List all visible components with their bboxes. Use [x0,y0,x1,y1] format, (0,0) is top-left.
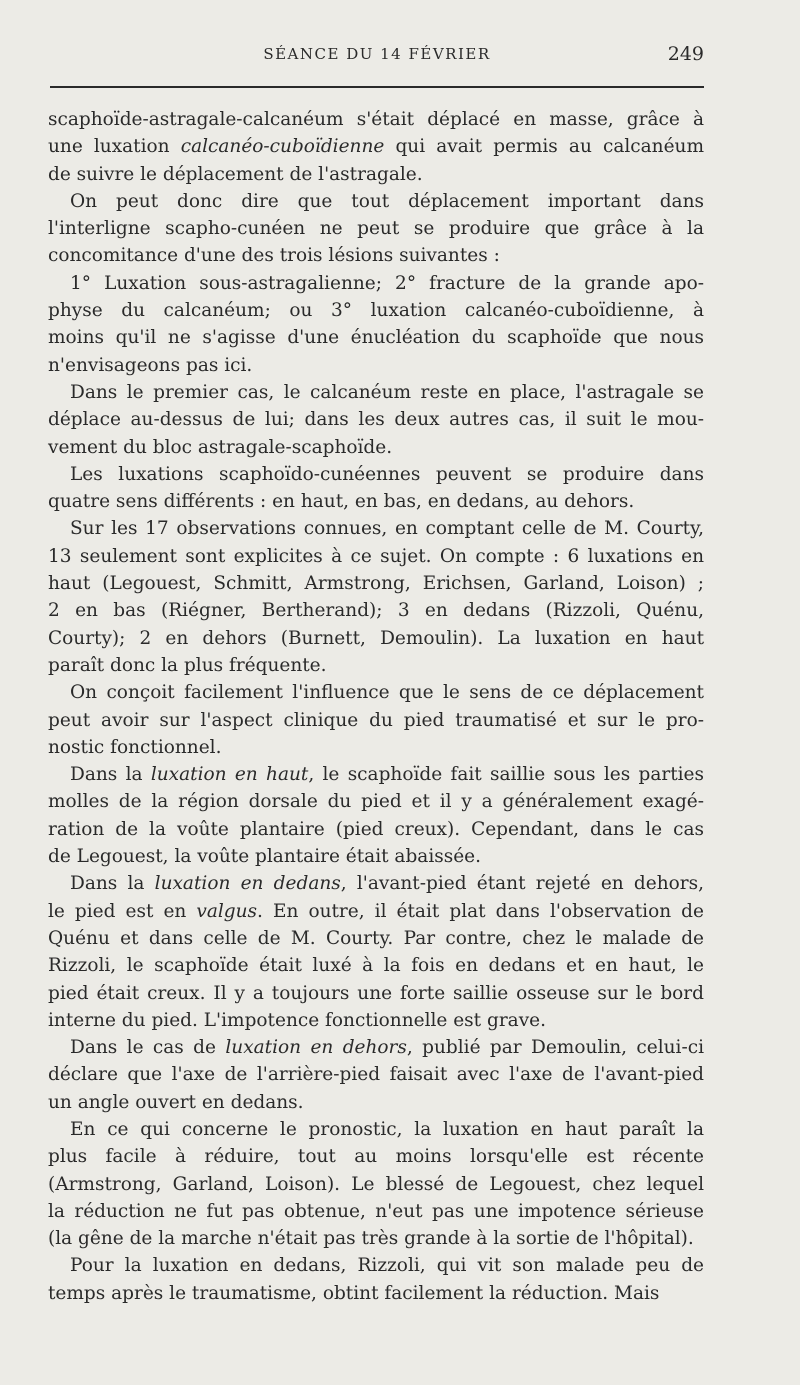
text-line: de suivre le déplacement de l'astragale. [48,163,423,185]
header-rule [50,86,704,88]
text-line: déclare que l'axe de l'arrière-pied faisait avec l'axe de l'avant-pied [48,1064,704,1086]
text-span: une luxation [48,136,181,158]
text-line: 13 seulement sont explicites à ce sujet. On compte : 6 luxations en [48,545,704,567]
text-line [48,870,704,897]
italic-span: luxation en haut [150,764,309,786]
text-line: n'envisageons pas ici. [48,354,253,376]
text-line: Sur les 17 observations connues, en comptant celle de M. Courty, [70,518,704,540]
text-span: Dans la [70,764,151,786]
text-line: l'interligne scapho-cunéen ne peut se produire que grâce à la [48,218,704,240]
text-line [48,898,704,925]
text-span: Dans la [70,873,155,895]
text-line: déplace au-dessus de lui; dans les deux autres cas, il suit le mou- [48,409,704,431]
text-line: moins qu'il ne s'agisse d'une énucléation du scaphoïde que nous [48,327,704,349]
text-line: (Armstrong, Garland, Loison). Le blessé de Legouest, chez lequel [48,1173,704,1195]
running-title: SÉANCE DU 14 FÉVRIER [263,45,491,63]
text-line: Rizzoli, le scaphoïde était luxé à la fois en dedans et en haut, le [48,955,704,977]
italic-span: valgus [196,900,258,922]
text-line: plus facile à réduire, tout au moins lorsqu'elle est récente [48,1146,704,1168]
text-line [48,1034,704,1061]
text-line: Quénu et dans celle de M. Courty. Par contre, chez le malade de [48,927,704,949]
text-line: On conçoit facilement l'influence que le sens de ce déplacement [70,682,704,704]
text-line: On peut donc dire que tout déplacement important dans [70,190,704,212]
italic-span: luxation en dedans [154,873,341,895]
text-line: Dans le premier cas, le calcanéum reste en place, l'astragale se [70,381,704,403]
text-line: quatre sens différents : en haut, en bas, en dedans, au dehors. [48,491,635,513]
running-header [50,45,704,69]
text-line: Les luxations scaphoïdo-cunéennes peuvent se produire dans [70,463,704,485]
page-number: 249 [667,43,704,65]
text-line: Pour la luxation en dedans, Rizzoli, qui vit son malade peu de [70,1255,704,1277]
text-line: nostic fonctionnel. [48,736,222,758]
text-line: de Legouest, la voûte plantaire était abaissée. [48,846,482,868]
text-line: (la gêne de la marche n'était pas très grande à la sortie de l'hôpital). [48,1228,694,1250]
text-line: pied était creux. Il y a toujours une forte saillie osseuse sur le bord [48,982,704,1004]
italic-span: calcanéo-cuboïdienne [180,136,385,158]
text-line: En ce qui concerne le pronostic, la luxation en haut paraît la [70,1118,704,1140]
text-span: , le scaphoïde fait saillie sous les parties [308,764,705,786]
text-line: 1° Luxation sous-astragalienne; 2° fracture de la grande apo- [70,272,704,294]
text-line: temps après le traumatisme, obtint facilement la réduction. Mais [48,1282,660,1304]
text-span: , publié par Demoulin, celui-ci [406,1037,704,1059]
text-line: la réduction ne fut pas obtenue, n'eut pas une impotence sérieuse [48,1200,704,1222]
text-span: Dans le cas de [70,1037,226,1059]
text-line: interne du pied. L'impotence fonctionnelle est grave. [48,1009,546,1031]
text-line: concomitance d'une des trois lésions suivantes : [48,245,500,267]
text-line: vement du bloc astragale-scaphoïde. [48,436,393,458]
text-line [48,761,704,788]
text-line: ration de la voûte plantaire (pied creux). Cependant, dans le cas [48,818,704,840]
text-line: 2 en bas (Riégner, Bertherand); 3 en dedans (Rizzoli, Quénu, [48,600,704,622]
body-text [48,106,704,1307]
text-line: physe du calcanéum; ou 3° luxation calcanéo-cuboïdienne, à [48,300,704,322]
text-span: qui avait permis au calcanéum [384,136,704,158]
italic-span: luxation en dehors [225,1037,407,1059]
text-line [48,133,704,160]
text-line: haut (Legouest, Schmitt, Armstrong, Erichsen, Garland, Loison) ; [48,573,704,595]
text-line: paraît donc la plus fréquente. [48,654,327,676]
text-line: scaphoïde-astragale-calcanéum s'était déplacé en masse, grâce à [48,109,704,130]
text-line: molles de la région dorsale du pied et il y a généralement exagé- [48,791,704,813]
text-span: le pied est en [48,900,197,922]
text-line: Courty); 2 en dehors (Burnett, Demoulin). La luxation en haut [48,627,704,649]
text-span: , l'avant-pied étant rejeté en dehors, [340,873,704,895]
text-line: peut avoir sur l'aspect clinique du pied traumatisé et sur le pro- [48,709,704,731]
text-span: . En outre, il était plat dans l'observation de [257,900,704,922]
text-line: un angle ouvert en dedans. [48,1091,304,1113]
